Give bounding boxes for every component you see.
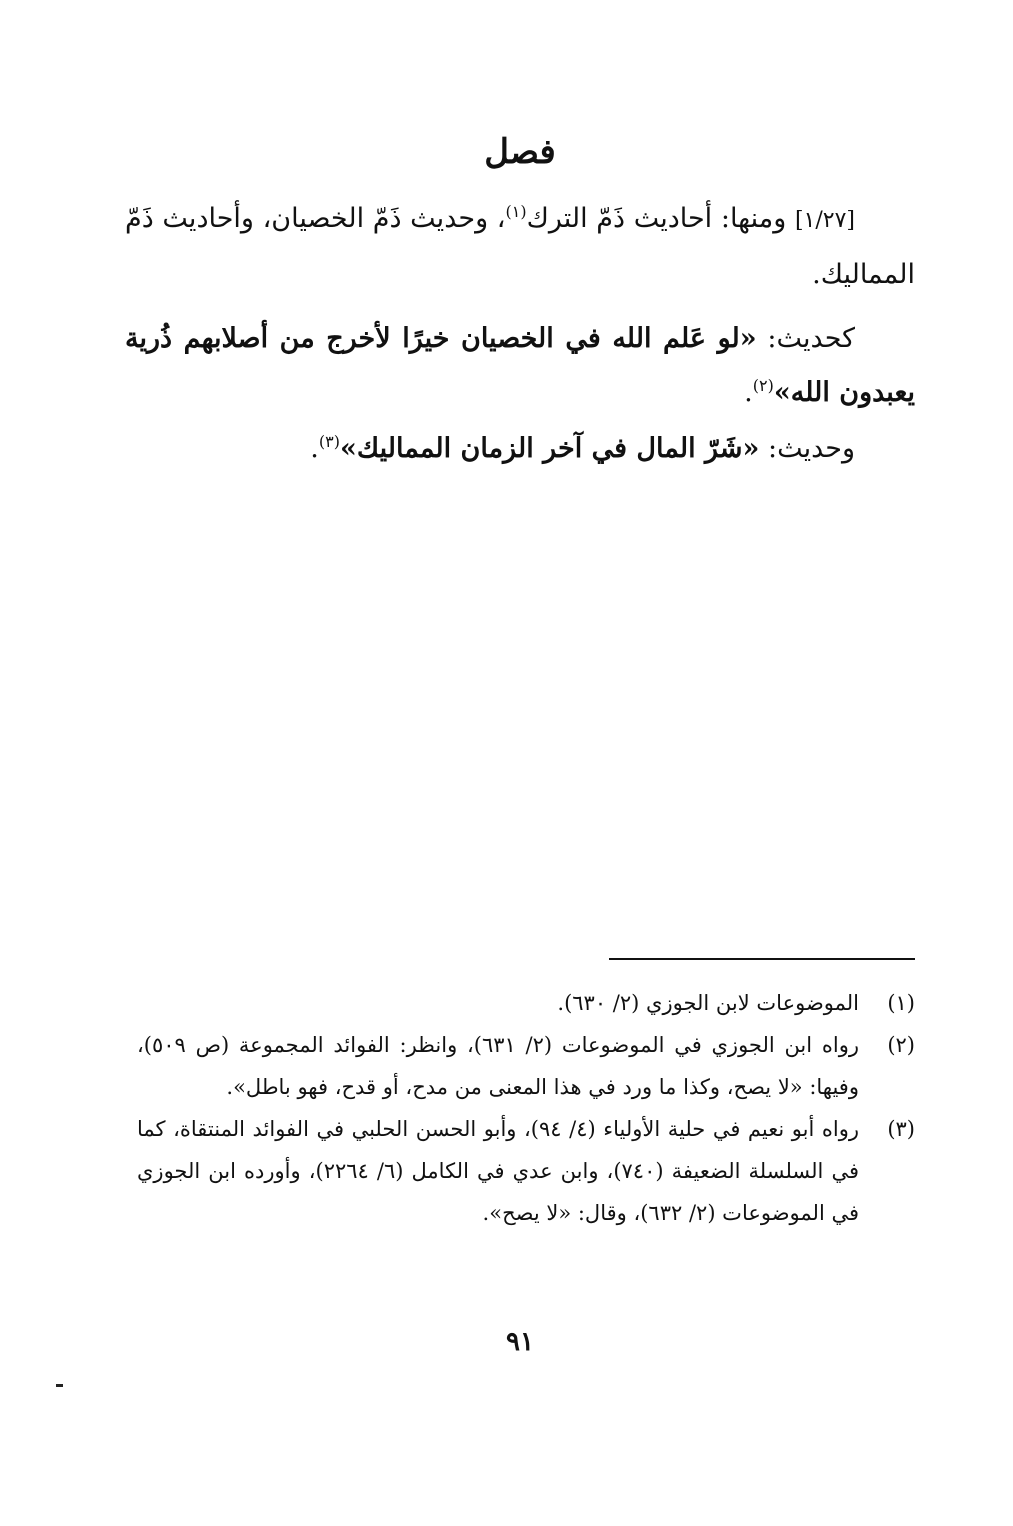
- paragraph-tail: .: [744, 377, 753, 408]
- footnote-3: [137, 1108, 915, 1234]
- footnote-1: [137, 982, 915, 1024]
- paragraph-reference: [١/٢٧]: [794, 208, 856, 233]
- hadith-quote: «لو عَلم الله في الخصيان خيرًا لأخرج من أصلابهم ذُرية يعبدون الله»: [125, 323, 915, 408]
- footnote-text: رواه أبو نعيم في حلية الأولياء (٤/ ٩٤)، وأبو الحسن الحلبي في الفوائد المنتقاة، كما في السلسلة الضعيفة (٧٤٠)، وابن عدي في الكامل (٦/ ٢٢٦٤)، وأورده ابن الجوزي في الموضوعات (٢/ ٦٣٢)، وقال: «لا يصح».: [137, 1117, 859, 1225]
- paragraph-lead: وحديث:: [759, 433, 855, 464]
- page-number: ٩١: [506, 1327, 534, 1357]
- paragraph-hadith-mamluks: [125, 422, 915, 476]
- paragraph-text: ومنها: أحاديث ذَمّ الترك: [526, 203, 795, 234]
- footnotes-section: [137, 982, 915, 1234]
- footnote-text: الموضوعات لابن الجوزي (٢/ ٦٣٠).: [557, 991, 859, 1015]
- footnote-marker[interactable]: (١): [505, 202, 527, 221]
- paragraph-tail: .: [310, 433, 319, 464]
- hadith-quote: «شَرّ المال في آخر الزمان المماليك»: [339, 433, 760, 464]
- paragraph-text: ، وحديث ذَمّ الخصيان، وأحاديث ذَمّ المماليك.: [125, 203, 915, 290]
- footnote-marker[interactable]: (٣): [318, 432, 340, 451]
- paragraph-lead: كحديث:: [756, 323, 855, 354]
- paragraph-hadith-eunuchs: [125, 312, 915, 420]
- footnote-text: رواه ابن الجوزي في الموضوعات (٢/ ٦٣١)، وانظر: الفوائد المجموعة (ص ٥٠٩)، وفيها: «لا يصح، وكذا ما ورد في هذا المعنى من مدح، أو قدح، فهو باطل».: [137, 1033, 859, 1099]
- footnote-number: (١): [887, 991, 915, 1015]
- footnote-number: (٣): [887, 1117, 915, 1141]
- paragraph-intro: [125, 192, 915, 302]
- section-heading: فصل: [484, 132, 556, 172]
- footnote-marker[interactable]: (٢): [752, 376, 774, 395]
- footnote-2: [137, 1024, 915, 1108]
- footnote-number: (٢): [887, 1033, 915, 1057]
- scan-mark: [56, 1384, 63, 1387]
- footnote-divider: [609, 958, 915, 960]
